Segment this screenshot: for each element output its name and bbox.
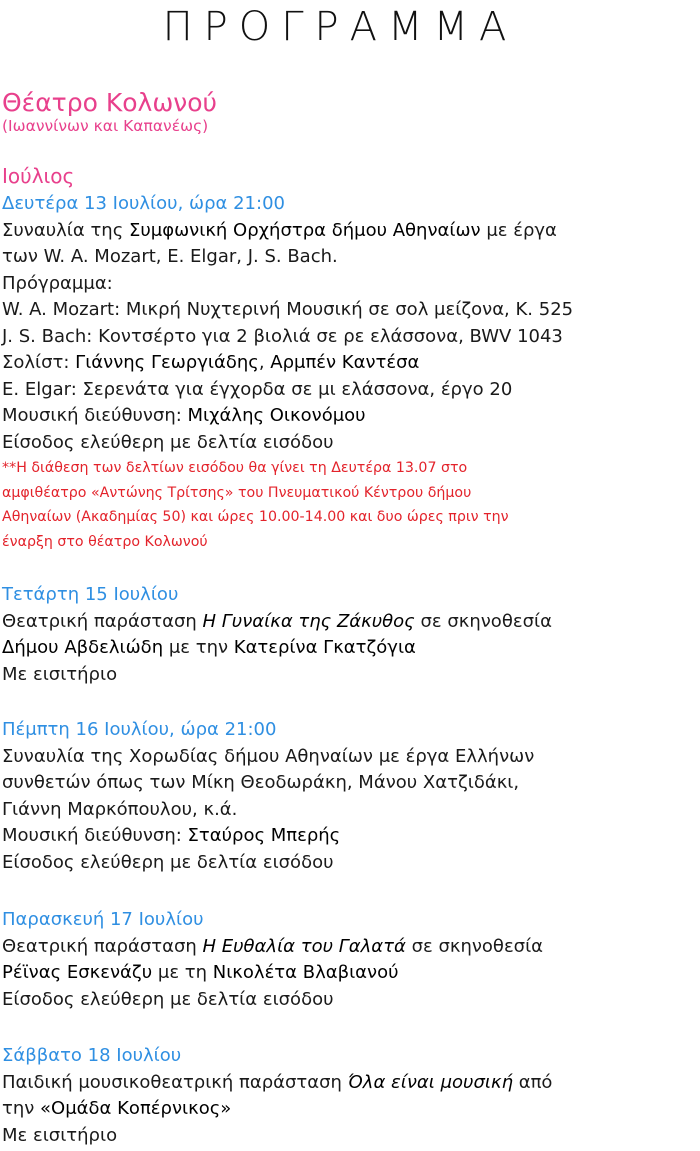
director-name: Δήμου Αβδελιώδη: [2, 637, 164, 658]
conductor-name: Μιχάλης Οικονόμου: [187, 405, 366, 426]
page-title: ΠΡΟΓΡΑΜΜΑ: [162, 4, 518, 50]
event-line: Συναυλία της Συμφωνική Ορχήστρα δήμου Αθηναίων με έργα: [2, 219, 557, 241]
event-line: Είσοδος ελεύθερη με δελτία εισόδου: [2, 988, 334, 1010]
event-line: συνθετών όπως των Μίκη Θεοδωράκη, Μάνου Χατζιδάκι,: [2, 772, 520, 793]
event-date: Δευτέρα 13 Ιουλίου, ώρα 21:00: [2, 193, 285, 214]
event-line: W. A. Mozart: Μικρή Νυχτερινή Μουσική σε σολ μείζονα, K. 525: [2, 299, 574, 320]
event-line: Σολίστ: Γιάννης Γεωργιάδης, Αρμπέν Καντέσα: [2, 352, 420, 373]
event-line: Πρόγραμμα:: [2, 272, 113, 294]
event-date: Παρασκευή 17 Ιουλίου: [2, 909, 204, 930]
event-line: την «Ομάδα Κοπέρνικος»: [2, 1098, 232, 1119]
actor-name: Νικολέτα Βλαβιανού: [212, 962, 399, 983]
event-line: Με εισιτήριο: [2, 1124, 118, 1146]
performer-name: Συμφωνική Ορχήστρα δήμου Αθηναίων: [128, 219, 481, 241]
event-line: Συναυλία της Χορωδίας δήμου Αθηναίων με έργα Ελλήνων: [2, 745, 535, 767]
ticket-note: Αθηναίων (Ακαδημίας 50) και ώρες 10.00-14.00 και δυο ώρες πριν την: [2, 509, 509, 525]
event-line: Θεατρική παράσταση Η Γυναίκα της Ζάκυθος σε σκηνοθεσία: [2, 610, 552, 632]
event-line: Ρέϊνας Εσκενάζυ με τη Νικολέτα Βλαβιανού: [2, 962, 399, 983]
venue-address: (Ιωαννίνων και Καπανέως): [2, 117, 209, 135]
event-line: E. Elgar: Σερενάτα για έγχορδα σε μι ελάσσονα, έργο 20: [2, 378, 513, 400]
event-3: [2, 717, 692, 876]
event-line: Γιάννη Μαρκόπουλου, κ.ά.: [2, 798, 238, 820]
event-line: Θεατρική παράσταση Η Ευθαλία του Γαλατά σε σκηνοθεσία: [2, 935, 544, 957]
event-line: Με εισιτήριο: [2, 663, 118, 685]
ticket-note: **Η διάθεση των δελτίων εισόδου θα γίνει τη Δευτέρα 13.07 στο: [2, 460, 468, 476]
event-line: Είσοδος ελεύθερη με δελτία εισόδου: [2, 851, 334, 873]
event-line: Παιδική μουσικοθεατρική παράσταση Όλα είναι μουσική από: [2, 1071, 553, 1093]
venue-name: Θέατρο Κολωνού: [2, 88, 217, 117]
event-line: των W. A. Mozart, E. Elgar, J. S. Bach.: [2, 246, 338, 267]
event-1: [2, 191, 692, 554]
event-line: Είσοδος ελεύθερη με δελτία εισόδου: [2, 431, 334, 453]
ticket-note: αμφιθέατρο «Αντώνης Τρίτσης» του Πνευματικού Κέντρου δήμου: [2, 484, 472, 501]
event-line: Δήμου Αβδελιώδη με την Κατερίνα Γκατζόγια: [2, 637, 416, 658]
conductor-name: Σταύρος Μπερής: [187, 825, 341, 846]
ticket-note: έναρξη στο θέατρο Κολωνού: [2, 533, 208, 550]
event-line: Μουσική διεύθυνση: Σταύρος Μπερής: [2, 825, 341, 846]
event-2: [2, 582, 692, 688]
event-date: Σάββατο 18 Ιουλίου: [2, 1045, 182, 1066]
venue-block: [2, 88, 217, 135]
month-heading: Ιούλιος: [2, 164, 75, 188]
play-title: Όλα είναι μουσική: [347, 1071, 513, 1093]
event-4: [2, 907, 692, 1013]
event-5: [2, 1043, 692, 1149]
director-name: Ρέϊνας Εσκενάζυ: [2, 962, 153, 983]
event-date: Πέμπτη 16 Ιουλίου, ώρα 21:00: [2, 719, 277, 740]
event-date: Τετάρτη 15 Ιουλίου: [2, 584, 179, 605]
soloist-name: Αρμπέν Καντέσα: [270, 352, 420, 373]
play-title: Η Ευθαλία του Γαλατά: [202, 935, 406, 957]
actor-name: Κατερίνα Γκατζόγια: [233, 637, 416, 658]
soloist-name: Γιάννης Γεωργιάδης: [75, 352, 259, 373]
event-line: Μουσική διεύθυνση: Μιχάλης Οικονόμου: [2, 405, 366, 426]
play-title: Η Γυναίκα της Ζάκυθος: [202, 610, 415, 632]
event-line: J. S. Bach: Κοντσέρτο για 2 βιολιά σε ρε ελάσσονα, BWV 1043: [2, 325, 563, 347]
troupe-name: «Ομάδα Κοπέρνικος»: [40, 1098, 232, 1119]
